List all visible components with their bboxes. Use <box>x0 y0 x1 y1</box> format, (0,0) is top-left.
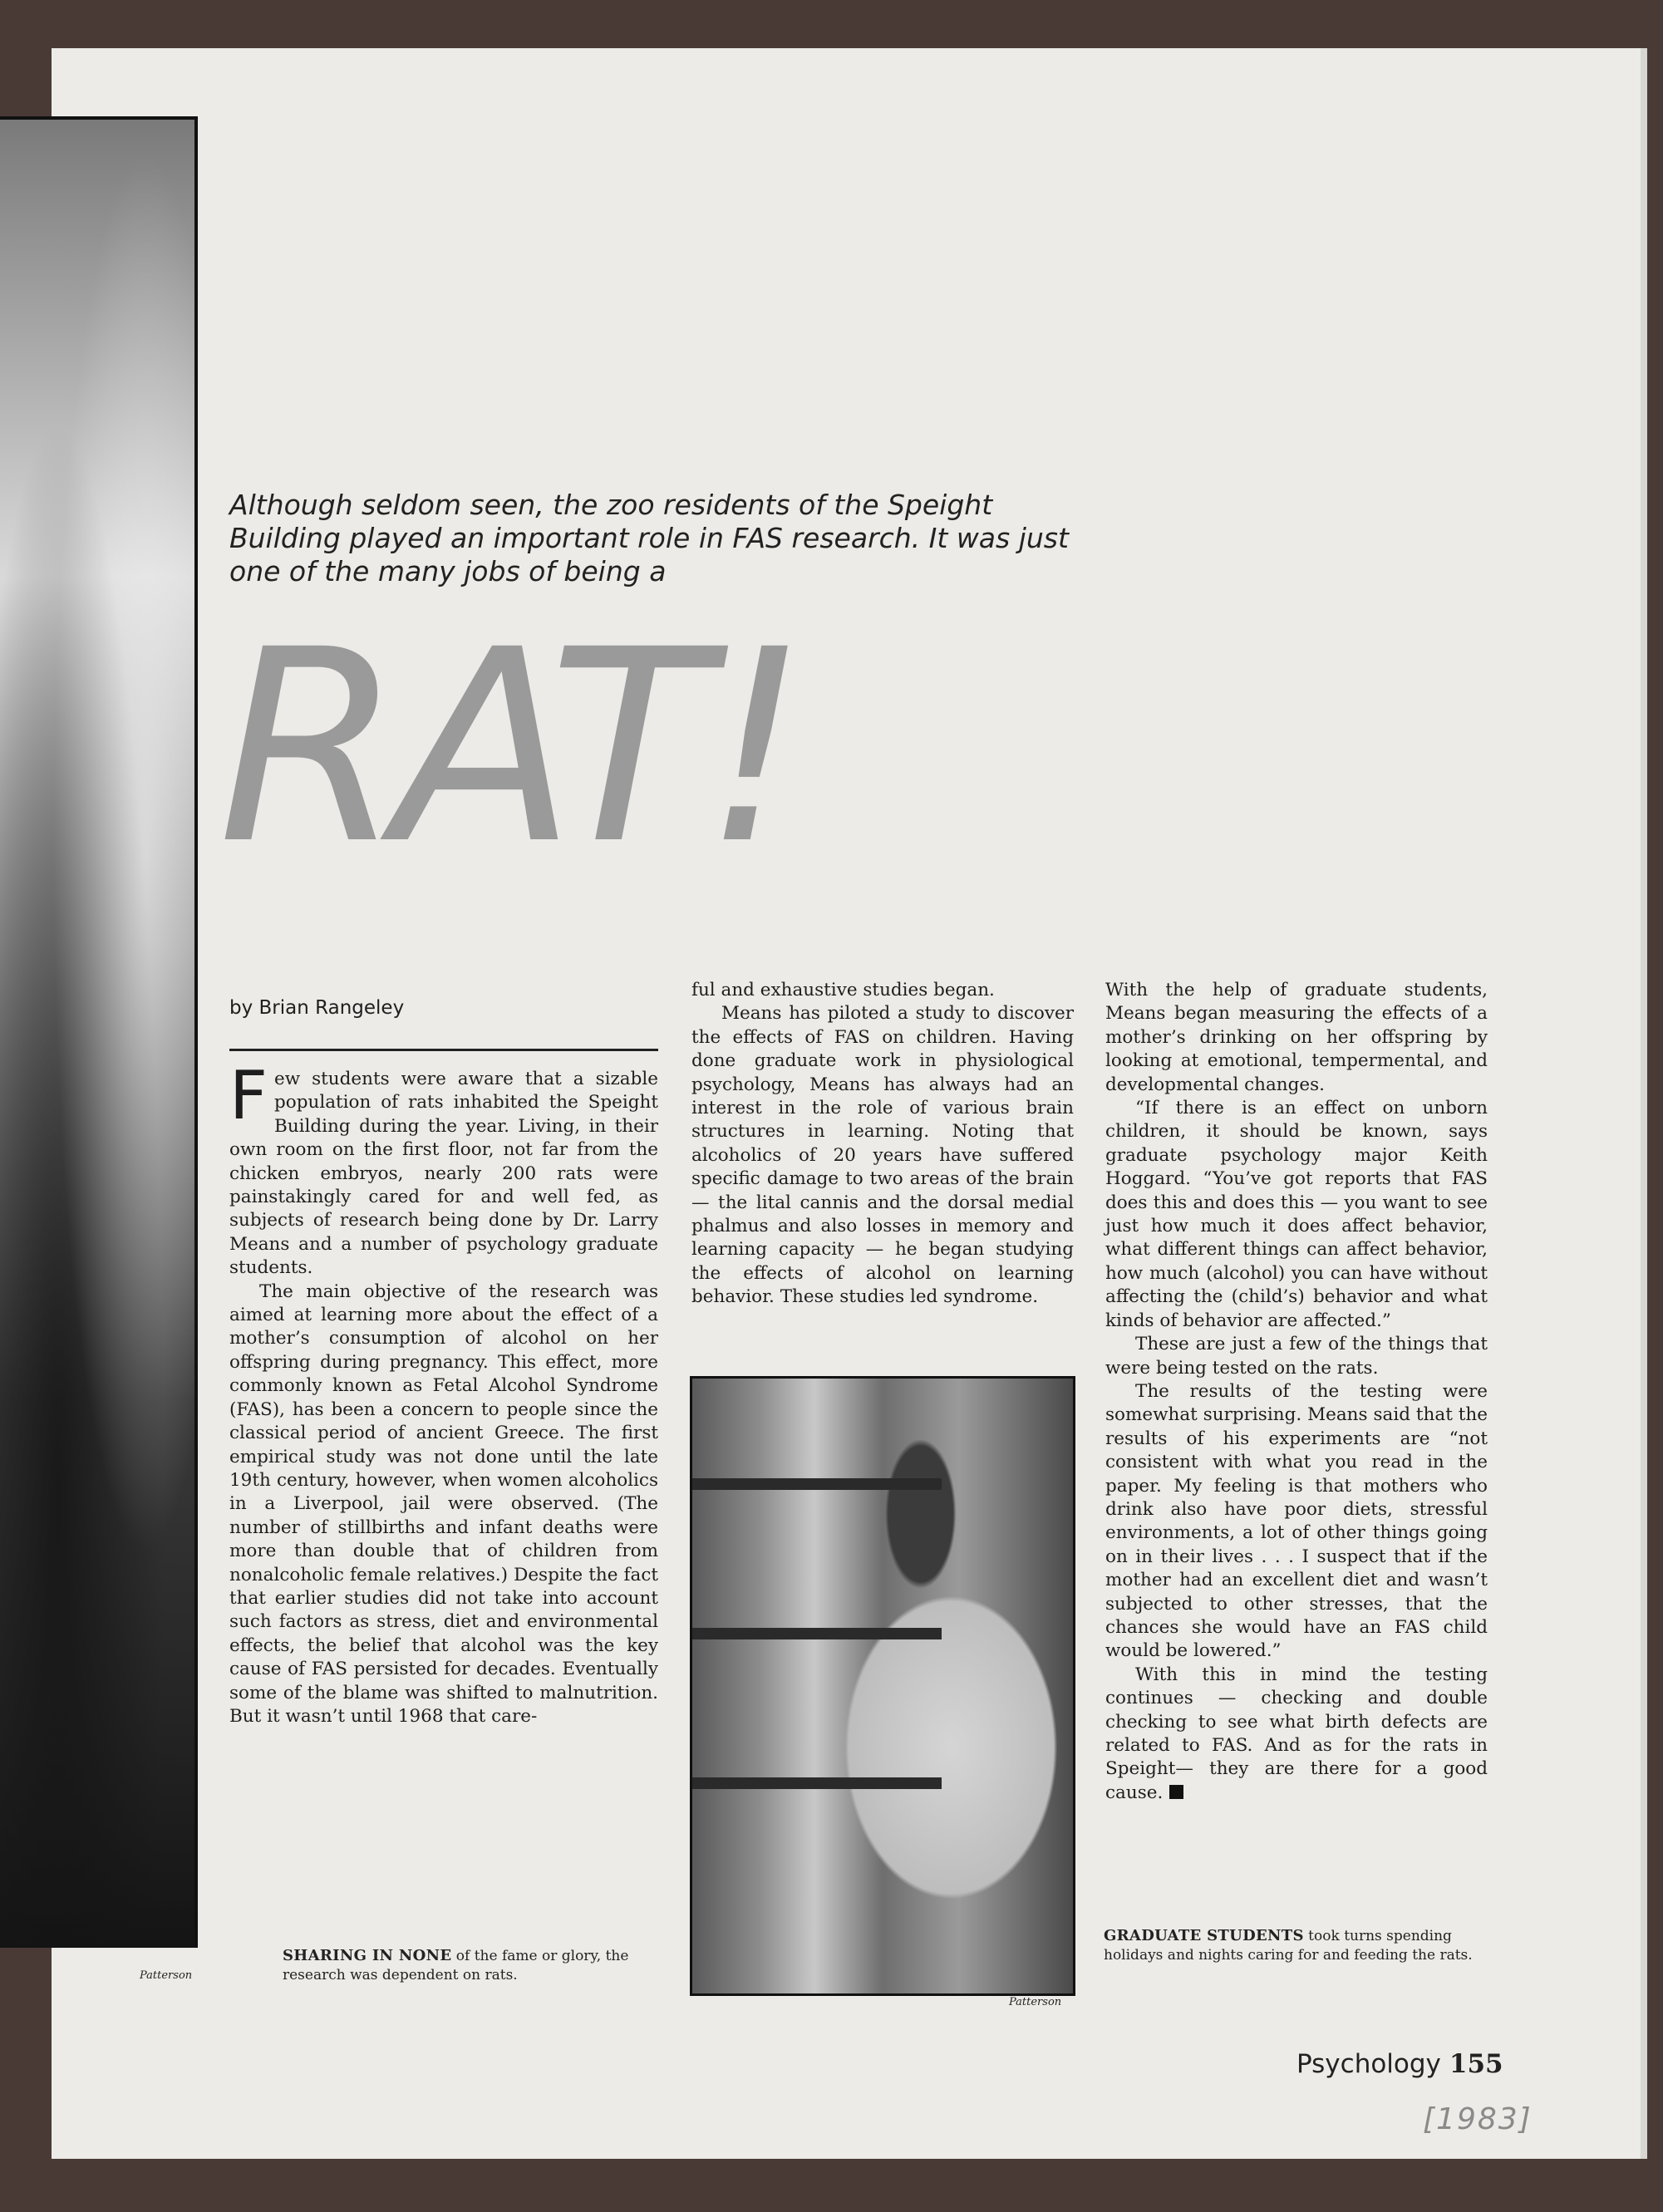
col3-paragraph-4: The results of the testing were somewhat surprising. Means said that the results of his experiments are “not consistent with what you read in the paper. My feeling is that mothers who drink also have poor diets, stressful environments, a lot of other things going on in their lives . . . I suspect that if the mother had an excellent diet and wasn’t subjected to other stresses, that the chances she would have an FAS child would be lowered.” <box>1105 1380 1488 1662</box>
col3-paragraph-5: With this in mind the testing continues — checking and double checking to see what birth defects are related to FAS. And as for the rats in Speight— they are there for a good cause. <box>1105 1664 1488 1803</box>
end-mark-icon <box>1169 1785 1183 1799</box>
column-1 <box>229 1057 658 1728</box>
column-2 <box>691 979 1074 1310</box>
handwritten-note: [1983] <box>1423 2102 1533 2136</box>
col3-paragraph-2: “If there is an effect on unborn children, it should be known, says graduate psychology major Keith Hoggard. “You’ve got reports that FAS does this and does this — you want to see just how much it does affect behavior, what different things can affect behavior, how much (alcohol) you can have without affecting the (child’s) behavior and what kinds of behavior are affected.” <box>1105 1098 1488 1331</box>
drop-cap: F <box>229 1057 268 1134</box>
col2-paragraph-2: Means has piloted a study to discover the effects of FAS on children. Having done graduate work in physiological psychology, Means has always had an interest in the role of various brain structures in learning. Noting that alcoholics of 20 years have suffered specific damage to two areas of the brain — the lital cannis and the dorsal medial phalmus and also losses in memory and learning capacity — he began studying the effects of alcohol on learning behavior. These studies led syndrome. <box>691 1003 1074 1308</box>
folio-section: Psychology <box>1296 2049 1441 2079</box>
col3-paragraph-3: These are just a few of the things that were being tested on the rats. <box>1105 1334 1488 1379</box>
cage-shelf <box>692 1628 942 1639</box>
left-photo <box>0 116 198 1948</box>
lede-text: Although seldom seen, the zoo residents of the Speight Building played an important role in FAS research. It was just one of the many jobs of being a <box>229 489 1069 587</box>
folio <box>1296 2049 1503 2079</box>
headline: RAT! <box>218 593 801 902</box>
cage-shelf <box>692 1777 942 1789</box>
page-edge <box>1641 48 1647 2159</box>
caption-right: GRADUATE STUDENTS took turns spending holidays and nights caring for and feeding the rats. <box>1104 1927 1473 1964</box>
col3-paragraph-1: With the help of graduate students, Means began measuring the effects of a mother’s drinking on her offspring by looking at emotional, tempermental, and developmental changes. <box>1105 980 1488 1095</box>
col2-paragraph-1: ful and exhaustive studies began. <box>691 980 995 1000</box>
cage-shelf <box>692 1478 942 1490</box>
byline-rule <box>229 1049 658 1051</box>
col1-paragraph-1: Few students were aware that a sizable population of rats inhabited the Speight Building during the year. Living, in their own room on the first floor, not far from the chicken embryos, nearly 200 rats were painstakingly cared for and well fed, as subjects of research being done by Dr. Larry Means and a number of psychology graduate students. <box>229 1057 658 1279</box>
byline: by Brian Rangeley <box>229 997 405 1019</box>
caption-left: SHARING IN NONE of the fame or glory, the research was dependent on rats. <box>283 1947 629 1983</box>
photo-credit-left: Patterson <box>140 1969 193 1982</box>
column-3 <box>1105 979 1488 1805</box>
photo-credit-mid: Patterson <box>1009 1996 1062 2008</box>
student-photo <box>690 1376 1075 1996</box>
col1-paragraph-2: The main objective of the research was aimed at learning more about the effect of a mother’s consumption of alcohol on her offspring during pregnancy. This effect, more commonly known as Fetal Alcohol Syndrome (FAS), has been a concern to people since the classical period of ancient Greece. The first empirical study was not done until the late 19th century, however, when women alcoholics in a Liverpool, jail were observed. (The number of stillbirths and infant deaths were more than double that of children from nonalcoholic female relatives.) Despite the fact that earlier studies did not take into account such factors as stress, diet and environmental effects, the belief that alcohol was the key cause of FAS persisted for decades. Eventually some of the blame was shifted to malnutrition. But it wasn’t until 1968 that care- <box>229 1281 658 1727</box>
page-number: 155 <box>1449 2049 1503 2079</box>
